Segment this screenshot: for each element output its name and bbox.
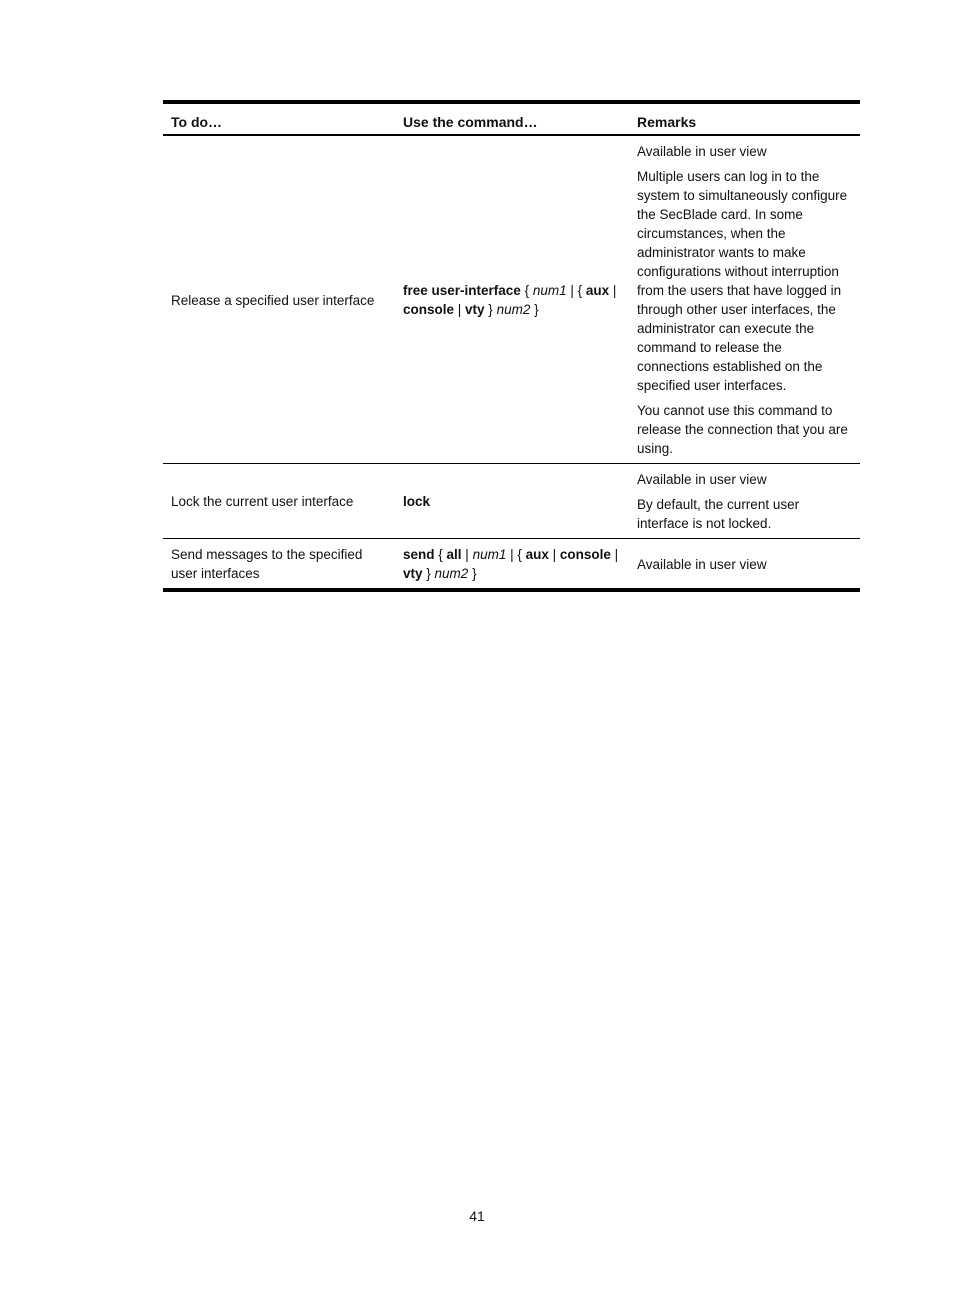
todo-cell: Send messages to the specified user interfaces [171,547,363,581]
command-table [163,100,860,592]
command-keyword: aux [585,283,610,298]
remark-paragraph: Available in user view [637,472,767,487]
command-syntax: | [609,283,617,298]
remarks-cell [629,464,860,539]
command-keyword: send [403,547,435,562]
remark-paragraph: You cannot use this command to release the connection that you are using. [637,403,848,456]
remark-paragraph: By default, the current user interface is not locked. [637,497,800,531]
remarks-cell [629,539,860,591]
command-keyword: all [446,547,462,562]
command-syntax: } [484,302,497,317]
command-argument: num2 [434,566,469,581]
command-keyword: aux [525,547,549,562]
command-keyword: free user-interface [403,283,521,298]
command-argument: num2 [496,302,531,317]
command-syntax: } [422,566,435,581]
remark-paragraph: Multiple users can log in to the system to simultaneously configure the SecBlade card. In some circumstances, when the administrator wants to make configurations without interruption from the users that have logged in through other user interfaces, the administrator can execute the command to release the connections established on the specified user interfaces. [637,169,848,393]
header-command: Use the command… [395,102,629,135]
todo-cell: Release a specified user interface [163,135,395,464]
command-syntax: | [610,547,619,562]
table-header-row [163,102,860,135]
command-argument: num1 [472,547,507,562]
command-keyword: console [559,547,611,562]
command-cell [395,135,629,464]
remark-paragraph: Available in user view [637,556,767,572]
command-syntax: | [548,547,560,562]
command-cell [395,539,629,591]
header-todo: To do… [163,102,395,135]
command-syntax: | { [506,547,526,562]
command-argument: num1 [532,283,567,298]
remark-paragraph: Available in user view [637,144,767,159]
todo-cell: Lock the current user interface [163,464,395,539]
command-syntax: { [520,283,533,298]
command-keyword: console [403,302,455,317]
page-number: 41 [469,1208,485,1224]
command-keyword: vty [403,566,423,581]
table-row [163,464,860,539]
header-remarks: Remarks [629,102,860,135]
table-row [163,135,860,464]
command-syntax: } [530,302,539,317]
command-syntax: { [434,547,447,562]
command-keyword: lock [403,494,431,509]
command-syntax: | { [566,283,586,298]
remarks-cell [629,135,860,464]
table-body [163,135,860,590]
command-syntax: | [461,547,473,562]
command-syntax: | [454,302,466,317]
table-row [163,539,860,591]
command-syntax: } [468,566,477,581]
command-keyword: vty [465,302,485,317]
command-cell [395,464,629,539]
